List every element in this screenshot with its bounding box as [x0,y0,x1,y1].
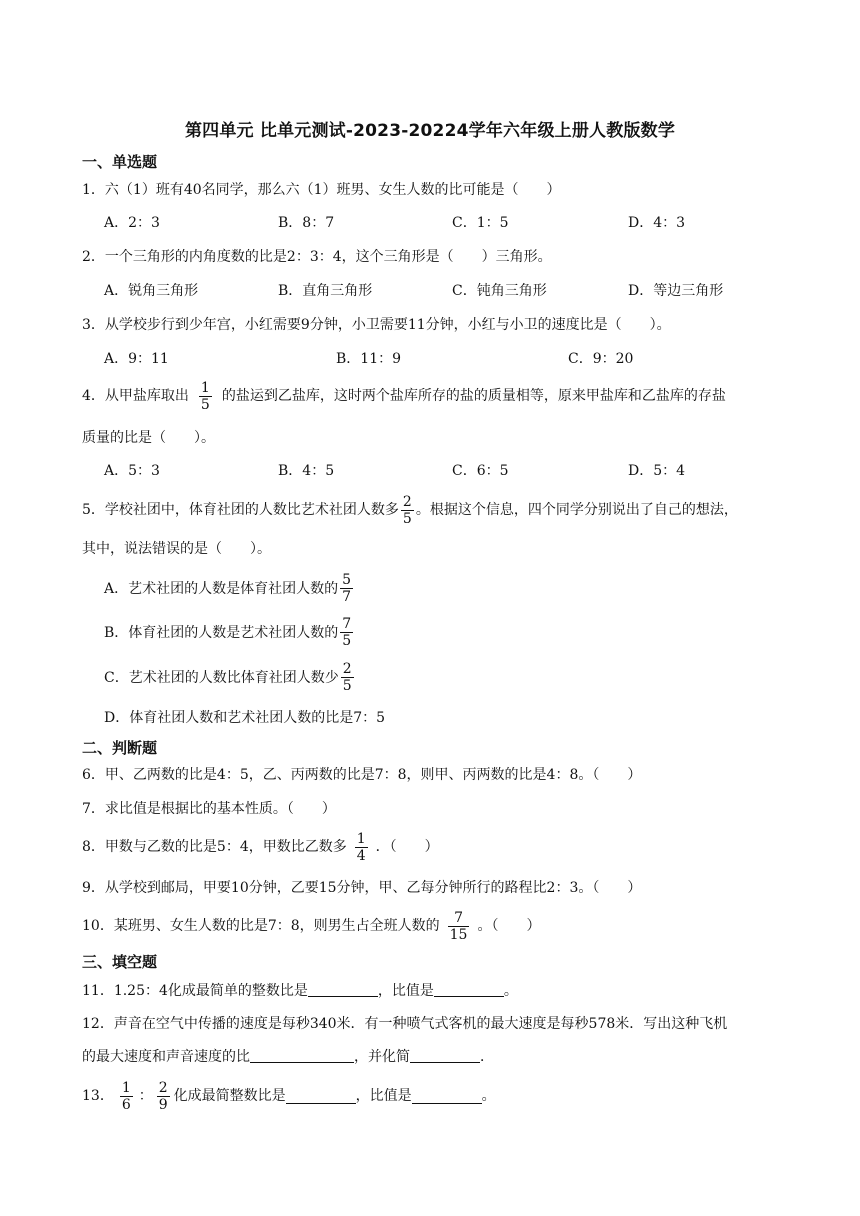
fraction-denominator: 5 [402,510,412,527]
fraction-five-sevenths [340,572,353,605]
fraction-numerator: 5 [342,571,352,588]
question-8 [82,827,439,867]
question-12-line-1: 12．声音在空气中传播的速度是每秒340米．有一种喷气式客机的最大速度是每秒578米．写出这种飞机 [82,1016,728,1032]
question-13-text-mid2: ，比值是 [355,1088,412,1104]
fraction-two-ninths [157,1080,170,1113]
option-d: D．4：3 [628,215,686,231]
question-13-text-mid: 化成最简整数比是 [173,1088,286,1104]
question-4-line-2: 质量的比是（ ）。 [82,430,215,446]
option-a: A．锐角三角形 [104,283,199,299]
ratio-colon: ： [138,1088,153,1104]
option-b: B．4：5 [278,463,335,479]
fraction-denominator: 4 [356,847,366,864]
question-4 [82,376,726,416]
question-5-option-b [104,612,355,652]
fraction-numerator: 2 [402,493,412,510]
fraction-seven-fifteenths [448,910,470,943]
answer-blank [286,1089,356,1104]
fraction-denominator: 7 [342,588,352,605]
fraction-one-sixth [120,1080,133,1113]
question-10-text-start: 10．某班男、女生人数的比是7：8，则男生占全班人数的 [82,918,440,934]
option-c: C．钝角三角形 [452,283,547,299]
fraction-one-fourth [355,831,368,864]
fraction-seven-fifths [340,616,353,649]
question-3-options [104,349,824,369]
answer-blank [308,982,378,997]
option-c: C．9：20 [568,351,634,367]
answer-blank [434,982,504,997]
answer-blank [412,1089,482,1104]
option-a: A．9：11 [104,351,169,367]
question-12-text-start: 的最大速度和声音速度的比 [82,1049,250,1065]
question-3: 3．从学校步行到少年宫，小红需要9分钟，小卫需要11分钟，小红与小卫的速度比是（ ）。 [82,317,671,333]
option-d: D．等边三角形 [628,283,724,299]
question-13-text-end: 。 [481,1088,496,1104]
option-a: A．2：3 [104,215,160,231]
option-text: B．体育社团的人数是艺术社团人数的 [104,625,339,641]
option-b: B．8：7 [278,215,335,231]
section-heading-single-choice: 一、单选题 [82,153,158,171]
question-12-text-mid: ，并化简 [354,1049,410,1065]
fraction-one-fifth [199,380,212,413]
question-6: 6．甲、乙两数的比是4：5，乙、丙两数的比是7：8，则甲、丙两数的比是4：8。（ ） [82,767,642,783]
answer-blank [250,1048,354,1063]
question-4-text-end: 的盐运到乙盐库，这时两个盐库所存的盐的质量相等，原来甲盐库和乙盐库的存盐 [221,388,726,404]
question-4-text-start: 4．从甲盐库取出 [82,388,189,404]
option-text: A．艺术社团的人数是体育社团人数的 [104,581,339,597]
fraction-numerator: 2 [158,1079,168,1096]
question-11-text-mid: ，比值是 [377,983,434,999]
question-12-text-end: ． [480,1049,494,1065]
fraction-denominator: 5 [200,396,210,413]
question-7: 7．求比值是根据比的基本性质。（ ） [82,801,336,817]
question-9: 9．从学校到邮局，甲要10分钟，乙要15分钟，甲、乙每分钟所行的路程比2：3。（ ） [82,880,642,896]
question-13 [82,1074,496,1118]
question-5-line-2: 其中，说法错误的是（ ）。 [82,541,271,557]
fraction-denominator: 6 [121,1096,131,1113]
option-c: C．6：5 [452,463,509,479]
fraction-denominator: 9 [158,1096,168,1113]
question-2: 2．一个三角形的内角度数的比是2：3：4，这个三角形是（ ）三角形。 [82,249,552,265]
option-b: B．直角三角形 [278,283,373,299]
section-heading-fill-blank: 三、填空题 [82,953,158,971]
page-title: 第四单元 比单元测试-2023-20224学年六年级上册人教版数学 [184,121,676,141]
question-4-options [104,461,824,481]
option-c: C．1：5 [452,215,509,231]
option-b: B．11：9 [336,351,402,367]
question-2-options [104,281,824,301]
question-5-option-c [104,657,356,697]
fraction-numerator: 1 [121,1079,131,1096]
question-8-text-end: ．（ ） [375,839,439,855]
option-text: C．艺术社团的人数比体育社团人数少 [104,670,339,686]
answer-blank [410,1048,480,1063]
question-1-options [104,213,824,233]
question-11 [82,981,518,1001]
fraction-denominator: 5 [342,632,352,649]
fraction-numerator: 7 [342,615,352,632]
fraction-numerator: 7 [454,909,464,926]
fraction-denominator: 5 [342,677,352,694]
option-d: D．5：4 [628,463,686,479]
option-a: A．5：3 [104,463,160,479]
question-12-line-2 [82,1047,494,1067]
question-11-text-end: 。 [503,983,518,999]
fraction-numerator: 1 [356,830,366,847]
question-10-text-end: 。（ ） [477,918,541,934]
question-11-text-start: 11．1.25：4化成最简单的整数比是 [82,983,308,999]
fraction-numerator: 1 [200,379,210,396]
question-13-number: 13． [82,1088,114,1104]
fraction-denominator: 15 [449,926,468,943]
question-5 [82,490,738,530]
fraction-two-fifths [341,661,354,694]
question-5-text-start: 5．学校社团中，体育社团的人数比艺术社团人数多 [82,502,399,518]
fraction-numerator: 2 [342,660,352,677]
question-5-option-a [104,568,355,608]
question-10 [82,906,540,946]
question-5-text-end: 。根据这个信息，四个同学分别说出了自己的想法， [415,502,738,518]
question-1: 1．六（1）班有40名同学，那么六（1）班男、女生人数的比可能是（ ） [82,182,561,198]
question-8-text-start: 8．甲数与乙数的比是5：4，甲数比乙数多 [82,839,347,855]
fraction-two-fifths [401,494,414,527]
question-5-option-d: D．体育社团人数和艺术社团人数的比是7：5 [104,710,386,726]
section-heading-true-false: 二、判断题 [82,739,158,757]
